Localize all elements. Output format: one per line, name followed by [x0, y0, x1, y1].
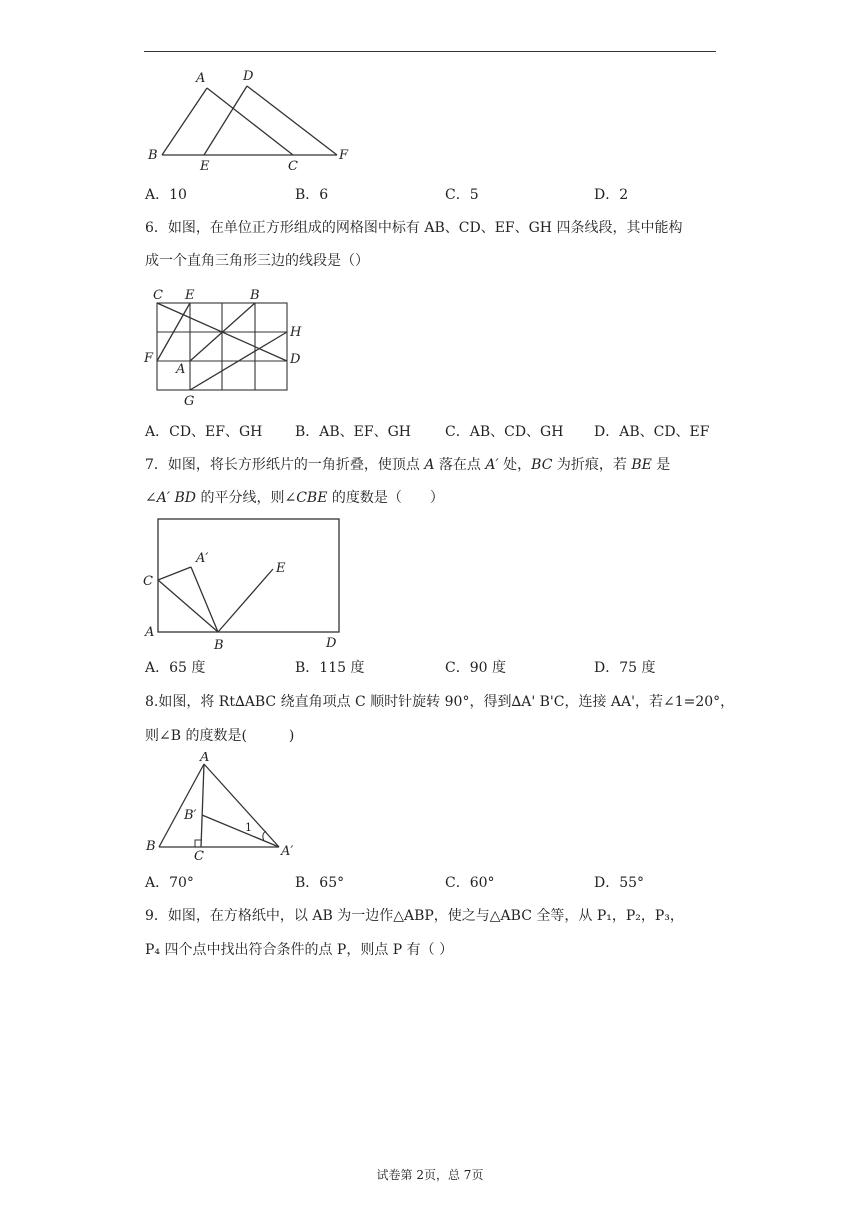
segment-ba [162, 88, 207, 155]
q7-option-b[interactable]: B．115 度 [295, 660, 365, 676]
fig6-label-d: D [290, 352, 301, 367]
fig5-label-d: D [243, 69, 254, 84]
q7-text-1b: 落在点 [434, 457, 486, 473]
fig6-label-f: F [144, 351, 154, 366]
q6-option-a[interactable]: A．CD、EF、GH [145, 424, 263, 440]
fig5-label-b: B [148, 148, 158, 163]
fig6-label-b: B [250, 288, 260, 303]
q7-text-line1 [145, 455, 670, 475]
fig8-label-c: C [194, 849, 204, 864]
fig6-label-a: A [176, 362, 186, 377]
fig5-label-f: F [339, 148, 349, 163]
segment-ca [201, 764, 204, 847]
crease-cb [158, 580, 218, 632]
q8-option-b[interactable]: B．65° [295, 875, 345, 891]
q6-text-line1: 6．如图，在单位正方形组成的网格图中标有 AB、CD、EF、GH 四条线段，其中能构 [145, 220, 683, 236]
q7-text-2c: 的度数是（ ） [327, 490, 444, 506]
q6-text-line2: 成一个直角三角形三边的线段是（） [145, 253, 369, 269]
q6-grid-figure [140, 284, 315, 410]
q5-option-c[interactable]: C．5 [445, 187, 479, 203]
fig8-label-bp: B′ [184, 808, 197, 823]
q6-option-b[interactable]: B．AB、EF、GH [295, 424, 412, 440]
fig8-label-angle1: 1 [245, 821, 252, 834]
rectangle-paper [158, 519, 339, 632]
q7-var-bc: BC [531, 457, 553, 473]
q7-text-1e: 是 [651, 457, 671, 473]
q8-option-a[interactable]: A．70° [145, 875, 194, 891]
q8-option-c[interactable]: C．60° [445, 875, 495, 891]
fig7-label-ap: A′ [196, 551, 209, 566]
fig7-label-c: C [143, 574, 153, 589]
segment-a-prime-b [191, 567, 218, 632]
q7-figure [140, 512, 350, 652]
fig6-label-e: E [185, 288, 195, 303]
q7-text-1c: 处， [498, 457, 532, 473]
header-rule [144, 51, 716, 52]
q5-option-a[interactable]: A．10 [145, 187, 187, 203]
segment-ca-prime [158, 567, 191, 580]
fig5-label-e: E [200, 159, 210, 174]
q8-option-d[interactable]: D．55° [594, 875, 645, 891]
fig8-label-ap: A′ [281, 844, 294, 859]
segment-b-prime-a-prime [202, 815, 279, 847]
segment-ab [159, 764, 204, 847]
q6-option-c[interactable]: C．AB、CD、GH [445, 424, 564, 440]
q6-option-d[interactable]: D．AB、CD、EF [594, 424, 710, 440]
fig5-label-c: C [288, 159, 298, 174]
q5-option-d[interactable]: D．2 [594, 187, 629, 203]
fig7-label-d: D [326, 636, 337, 651]
q7-text-1d: 为折痕，若 [552, 457, 632, 473]
q7-option-d[interactable]: D．75 度 [594, 660, 656, 676]
segment-ed [204, 86, 247, 155]
q7-text-line2 [145, 488, 444, 508]
q7-var-be: BE [631, 457, 652, 473]
fig7-label-b: B [214, 638, 224, 652]
q7-option-a[interactable]: A．65 度 [145, 660, 206, 676]
q7-option-c[interactable]: C．90 度 [445, 660, 506, 676]
q9-text-line1: 9．如图，在方格纸中，以 AB 为一边作△ABP，使之与△ABC 全等，从 P₁，P₂，P₃， [145, 908, 684, 924]
segment-ac [207, 88, 293, 155]
q7-var-a: A [424, 457, 435, 473]
segment-be [218, 569, 273, 632]
q7-var-apbd: A′ BD [156, 490, 196, 506]
fig7-label-a: A [145, 625, 155, 640]
q8-text-line1: 8.如图，将 Rt∆ABC 绕直角项点 C 顺时针旋转 90°，得到∆A' B'C，连接 AA'，若∠1=20°， [145, 694, 735, 710]
q7-text-2b: 的平分线，则∠ [196, 490, 297, 506]
page-footer: 试卷第 2页，总 7页 [376, 1168, 484, 1182]
q7-text-2a: ∠ [145, 490, 157, 506]
q8-text-line2: 则∠B 的度数是( ) [145, 728, 295, 744]
fig5-label-a: A [196, 71, 206, 86]
q8-figure [140, 752, 305, 867]
q5-figure [140, 62, 370, 177]
fig8-label-a: A [200, 752, 210, 765]
segment-df [247, 86, 337, 155]
fig7-label-e: E [276, 561, 286, 576]
q5-option-b[interactable]: B．6 [295, 187, 329, 203]
fig6-label-c: C [153, 288, 163, 303]
fig6-label-g: G [184, 394, 195, 409]
fig6-label-h: H [290, 325, 302, 340]
fig8-label-b: B [146, 839, 156, 854]
q7-var-ap: A′ [485, 457, 499, 473]
q7-text-1a: 7．如图，将长方形纸片的一角折叠，使顶点 [145, 457, 425, 473]
segment-a-a-prime [204, 764, 279, 847]
q7-var-cbe: CBE [296, 490, 328, 506]
q9-text-line2: P₄ 四个点中找出符合条件的点 P，则点 P 有（ ） [145, 942, 454, 958]
